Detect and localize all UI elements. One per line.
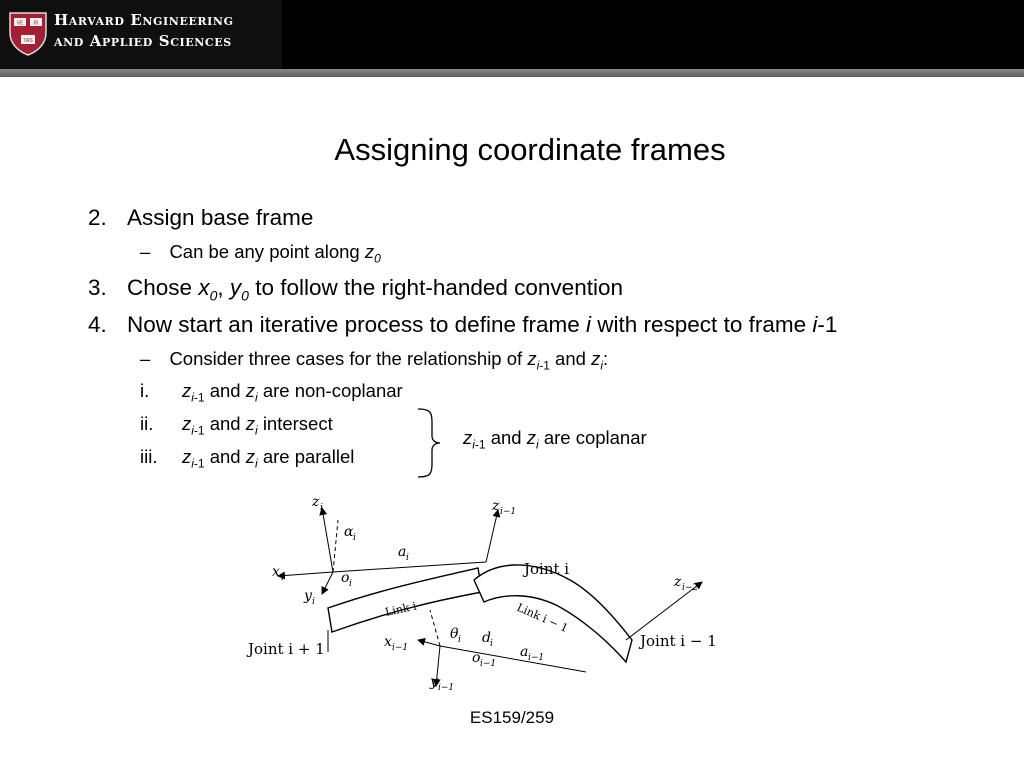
label-oim1-sub: i−1 xyxy=(480,659,497,669)
var-z1-index: i xyxy=(472,437,475,452)
slide-title: Assigning coordinate frames xyxy=(334,132,726,167)
sub-bullet-cases xyxy=(140,348,608,373)
label-joint-i: Joint i xyxy=(524,560,570,578)
comma: , xyxy=(217,275,224,300)
label-xim1: x xyxy=(384,634,392,650)
dh-frame-diagram xyxy=(240,490,740,700)
label-ai-sub: i xyxy=(406,553,409,563)
label-alpha-sub: i xyxy=(353,533,356,543)
var-z2-index: i xyxy=(600,358,603,373)
and-text: and xyxy=(209,380,241,401)
label-oi: o xyxy=(341,570,350,586)
var-z1: z xyxy=(182,380,192,401)
colon: : xyxy=(602,348,609,369)
case-text: are parallel xyxy=(262,446,355,467)
harvard-shield-icon xyxy=(8,11,48,57)
xim1-axis xyxy=(418,640,440,646)
sub-bullet-text: Can be any point along xyxy=(169,241,360,262)
var-i: i xyxy=(586,312,591,337)
var-z2-index: i xyxy=(255,423,258,438)
xi-axis xyxy=(278,572,333,576)
theta-ref-line xyxy=(430,610,440,646)
var-x: x xyxy=(198,275,210,300)
label-theta: θ xyxy=(450,626,459,642)
var-z: z xyxy=(364,241,375,262)
var-z1-index: i xyxy=(191,423,194,438)
coplanar-note xyxy=(463,427,647,452)
var-z2: z xyxy=(591,348,601,369)
org-name-line2: and Applied Sciences xyxy=(54,32,232,50)
case-i xyxy=(140,380,403,405)
zi-axis xyxy=(322,508,333,572)
shield-text-ve: VE xyxy=(16,20,24,27)
bullet-text-pre: Chose xyxy=(127,275,193,300)
label-ai: a xyxy=(398,544,407,560)
var-z1-index: i xyxy=(536,358,540,373)
ai-line xyxy=(333,562,486,572)
header-divider xyxy=(0,69,1024,77)
sub-bullet-text: Consider three cases for the relationship of xyxy=(169,348,523,369)
right-brace-icon xyxy=(412,406,452,480)
label-yim1-sub: i−1 xyxy=(438,683,455,693)
and-text: and xyxy=(490,427,522,448)
bullet-3 xyxy=(88,275,623,304)
alpha-ref-line xyxy=(333,520,338,572)
link-i-shape xyxy=(328,568,482,632)
label-theta-sub: i xyxy=(458,635,461,645)
var-z1: z xyxy=(182,413,192,434)
var-x-index: 0 xyxy=(209,287,218,304)
label-di-sub: i xyxy=(490,639,493,649)
shield-text-ri: RI xyxy=(33,20,39,27)
var-z1-index: i xyxy=(191,456,194,471)
case-text: are non-coplanar xyxy=(262,380,403,401)
label-yi-sub: i xyxy=(312,597,315,607)
bullet-text: Assign base frame xyxy=(127,205,314,230)
var-z2-index: i xyxy=(255,456,258,471)
var-i2: i xyxy=(812,312,818,337)
bullet-text-mid: with respect to frame xyxy=(597,312,807,337)
bullet-2 xyxy=(88,205,313,231)
label-oim1: o xyxy=(472,650,481,666)
bullet-number: 2. xyxy=(88,205,107,230)
label-aim1-sub: i−1 xyxy=(528,653,545,663)
and-text: and xyxy=(555,348,586,369)
var-z2-index: i xyxy=(255,390,258,405)
var-z1-suffix: -1 xyxy=(539,358,550,373)
shield-text-tas: TAS xyxy=(23,38,33,44)
var-z1: z xyxy=(182,446,192,467)
yi-axis xyxy=(322,572,333,594)
label-oi-sub: i xyxy=(349,579,352,589)
case-number: iii. xyxy=(140,446,158,467)
label-yim1: y xyxy=(430,674,438,690)
case-ii xyxy=(140,413,333,438)
var-z1-suffix: -1 xyxy=(193,456,205,471)
aim1-line xyxy=(440,646,586,672)
bullet-text-post: -1 xyxy=(817,312,838,337)
label-zim1: z xyxy=(492,498,500,514)
var-y-index: 0 xyxy=(241,287,249,304)
dash-marker: – xyxy=(140,348,151,369)
bullet-number: 4. xyxy=(88,312,107,337)
label-zim2-sub: i−2 xyxy=(682,583,699,593)
header-bar xyxy=(0,0,1024,69)
var-z1-suffix: -1 xyxy=(474,437,486,452)
label-zi-sub: i xyxy=(320,503,323,513)
dash-marker: – xyxy=(140,241,151,262)
note-text: are coplanar xyxy=(543,427,647,448)
var-y: y xyxy=(229,275,242,300)
case-number: i. xyxy=(140,380,150,401)
var-z2: z xyxy=(526,427,536,448)
var-z1-suffix: -1 xyxy=(193,423,205,438)
var-z2: z xyxy=(245,413,255,434)
label-link-i: Link i xyxy=(383,599,418,619)
course-footer: ES159/259 xyxy=(469,708,555,727)
label-aim1: a xyxy=(520,644,529,660)
and-text: and xyxy=(209,413,241,434)
bullet-text-pre: Now start an iterative process to define frame xyxy=(127,312,580,337)
and-text: and xyxy=(209,446,241,467)
org-name-line1: Harvard Engineering xyxy=(54,11,234,29)
label-zi: z xyxy=(312,494,320,510)
label-yi: y xyxy=(304,588,312,604)
case-iii xyxy=(140,446,354,471)
label-link-im1: Link i − 1 xyxy=(514,600,571,636)
bullet-text-post: to follow the right-handed convention xyxy=(255,275,623,300)
label-xi: x xyxy=(272,564,280,580)
var-z-index: 0 xyxy=(374,251,381,266)
bullet-number: 3. xyxy=(88,275,107,300)
harvard-logo xyxy=(0,0,282,69)
label-alpha: α xyxy=(344,524,354,540)
label-zim1-sub: i−1 xyxy=(500,507,517,517)
var-z2: z xyxy=(245,380,255,401)
var-z1: z xyxy=(527,348,537,369)
var-z1-suffix: -1 xyxy=(193,390,205,405)
var-z2: z xyxy=(245,446,255,467)
bullet-4 xyxy=(88,312,837,338)
label-xi-sub: i xyxy=(281,573,284,583)
label-zim2: z xyxy=(674,574,682,590)
zim1-axis xyxy=(486,510,498,562)
case-number: ii. xyxy=(140,413,154,434)
label-xim1-sub: i−1 xyxy=(392,643,409,653)
label-joint-im1: Joint i − 1 xyxy=(640,632,717,650)
link-im1-shape xyxy=(474,565,632,662)
sub-bullet-base-frame xyxy=(140,241,381,266)
label-di: d xyxy=(482,630,491,646)
case-text: intersect xyxy=(262,413,333,434)
var-z2-index: i xyxy=(536,437,539,452)
var-z1-index: i xyxy=(191,390,194,405)
var-z1: z xyxy=(463,427,473,448)
label-joint-ip1: Joint i + 1 xyxy=(248,640,325,658)
